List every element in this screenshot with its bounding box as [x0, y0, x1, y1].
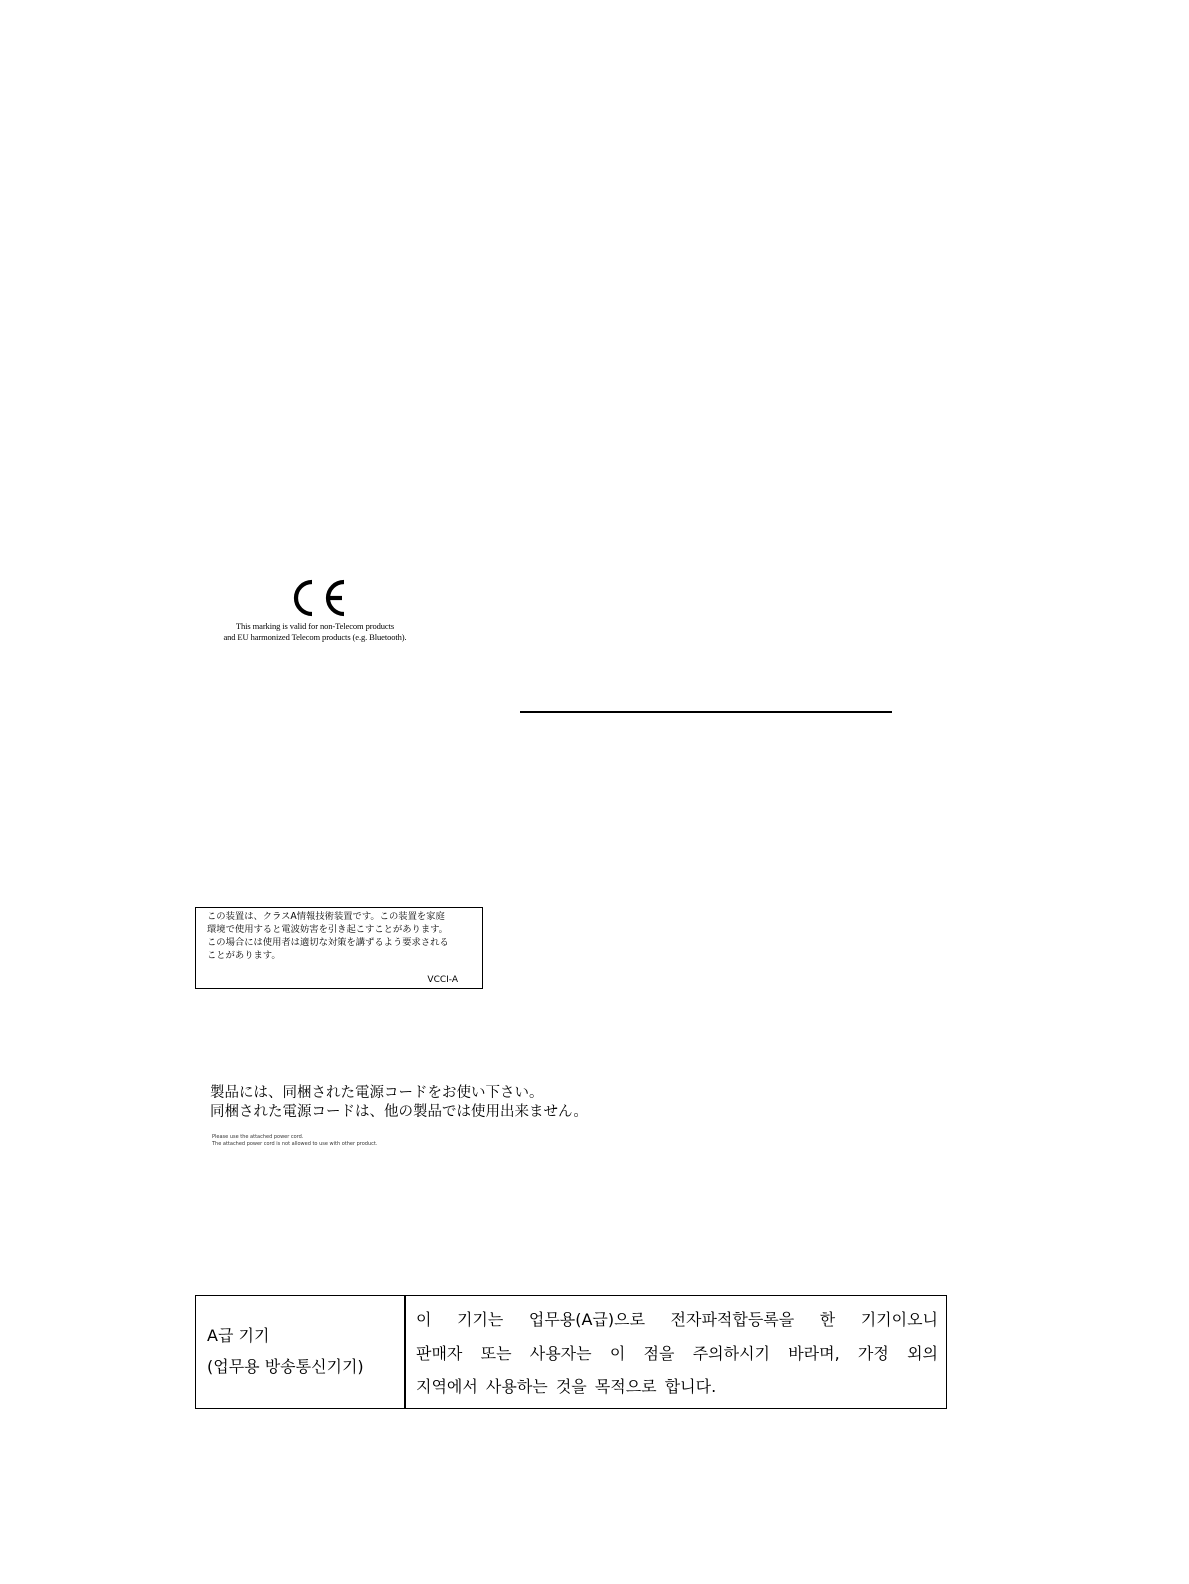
vcci-text-line-4: ことがあります。 — [207, 950, 281, 961]
power-cord-notice-en-line-2: The attached power cord is not allowed to use with other product. — [212, 1141, 378, 1147]
ce-note-line-2: and EU harmonized Telecom products (e.g. Bluetooth). — [223, 632, 407, 642]
ce-note-line-1: This marking is valid for non-Telecom products — [235, 621, 395, 631]
power-cord-notice-jp-line-2: 同梱された電源コードは、他の製品では使用出来ません。 — [210, 1104, 588, 1120]
vcci-text-line-2: 環境で使用すると電波妨害を引き起こすことがあります。 — [207, 924, 448, 935]
notice-text-line-1: 이 기기는 업무용(A급)으로 전자파적합등록을 한 기기이오니 — [416, 1310, 938, 1329]
vcci-text-line-3: この場合には使用者は適切な対策を講ずるよう要求される — [207, 937, 449, 948]
vcci-text-line-1: この装置は、クラスA情報技術装置です。この装置を家庭 — [207, 911, 445, 922]
power-cord-notice-en-line-1: Please use the attached power cord. — [212, 1134, 304, 1140]
korea-class-a-notice-table — [195, 1295, 947, 1409]
notice-text-line-3: 지역에서 사용하는 것을 목적으로 합니다. — [416, 1377, 717, 1396]
notice-text-line-2: 판매자 또는 사용자는 이 점을 주의하시기 바라며, 가정 외의 — [416, 1344, 938, 1363]
vcci-notice-box — [195, 907, 483, 989]
class-label: A급 기기 — [207, 1326, 270, 1345]
horizontal-rule — [520, 711, 892, 713]
vcci-class-code: VCCI-A — [427, 975, 458, 985]
power-cord-notice-jp-line-1: 製品には、同梱された電源コードをお使い下さい。 — [210, 1085, 544, 1101]
class-sublabel: (업무용 방송통신기기) — [207, 1357, 364, 1376]
table-column-divider — [404, 1296, 406, 1408]
ce-mark-logo — [286, 577, 348, 619]
